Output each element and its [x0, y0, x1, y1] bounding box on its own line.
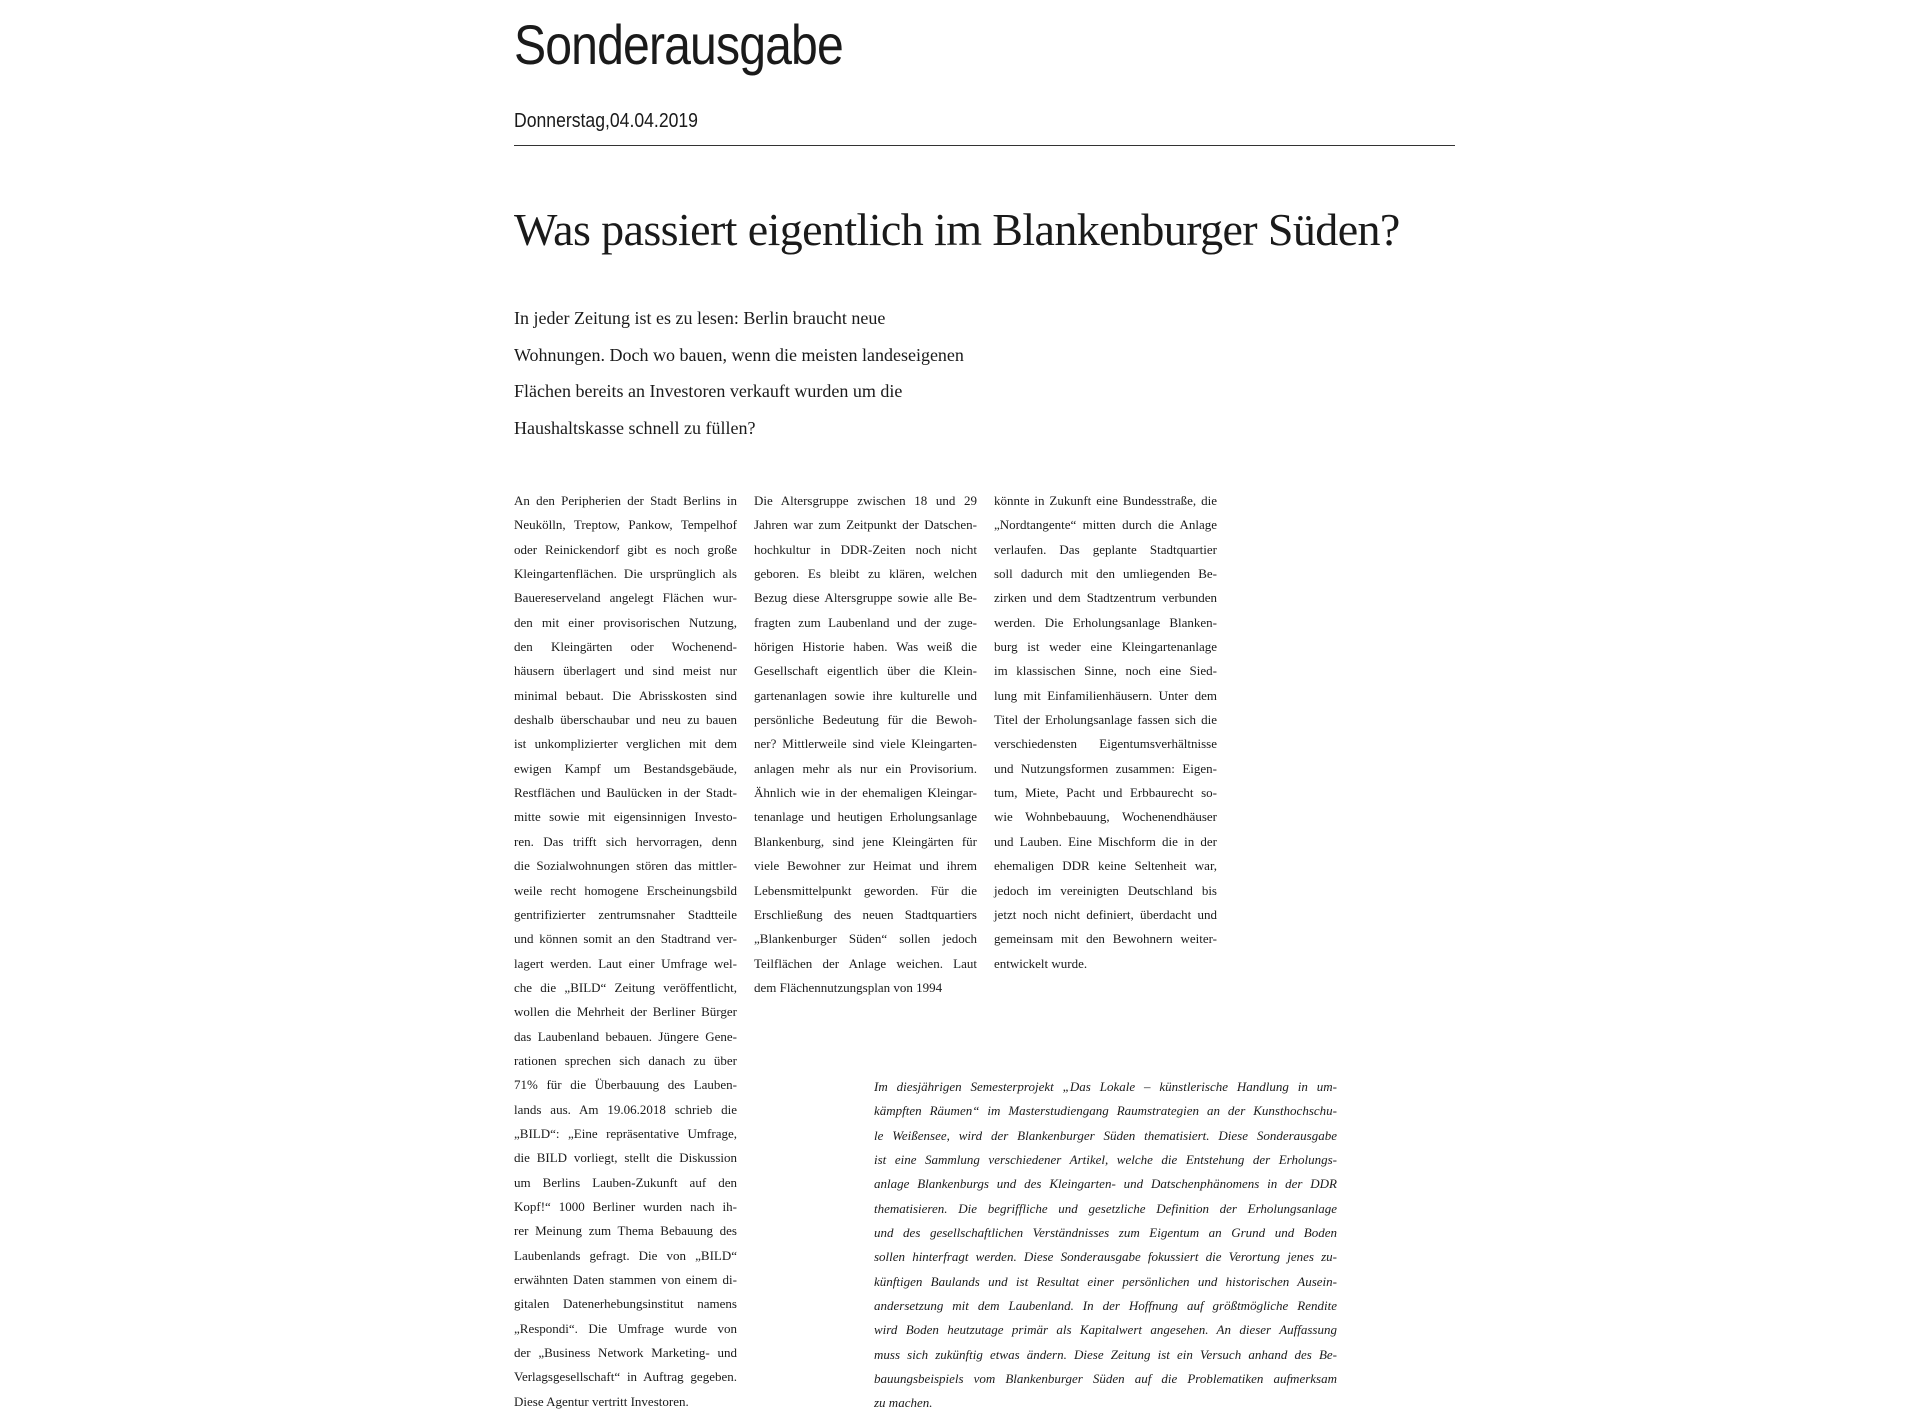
article-headline: Was passiert eigentlich im Blankenburger Süden?	[514, 204, 1400, 255]
lead-line: Haushaltskasse schnell zu füllen?	[514, 417, 756, 438]
column-line: Erschließung des neuen Stadtquartiers	[754, 906, 977, 922]
column-line: burg ist weder eine Kleingartenanlage	[994, 639, 1217, 655]
column-line: anlagen mehr als nur ein Provisorium.	[754, 760, 977, 776]
intro-line: künftigen Baulands und ist Resultat einer persönlichen und historischen Ausein-	[874, 1273, 1337, 1289]
column-line: „Blankenburger Süden“ sollen jedoch	[754, 931, 977, 947]
column-line: lagert werden. Laut einer Umfrage wel-	[514, 955, 737, 971]
column-line: tenanlage und heutigen Erholungsanlage	[754, 809, 977, 825]
column-line: ehemaligen DDR keine Seltenheit war,	[994, 858, 1217, 874]
column-line: rer Meinung zum Thema Bebauung des	[514, 1223, 737, 1239]
column-line: wie Wohnbebauung, Wochenendhäuser	[994, 809, 1217, 825]
project-introduction	[874, 1075, 1337, 1416]
column-line: soll dadurch mit den umliegenden Be-	[994, 566, 1217, 582]
column-line: gentrifizierter zentrumsnaher Stadtteile	[514, 906, 737, 922]
column-line: viele Bewohner zur Heimat und ihrem	[754, 858, 977, 874]
column-line: entwickelt wurde.	[994, 955, 1088, 971]
column-line: dem Flächennutzungsplan von 1994	[754, 979, 943, 995]
column-line: die BILD vorliegt, stellt die Diskussion	[514, 1150, 737, 1166]
column-line: werden. Die Erholungsanlage Blanken-	[994, 614, 1217, 630]
column-line: gitalen Datenerhebungsinstitut namens	[514, 1296, 737, 1312]
intro-line: bauungsbeispiels vom Blankenburger Süden auf die Problematiken aufmerksam	[874, 1371, 1337, 1387]
column-line: Laubenlands gefragt. Die von „BILD“	[514, 1247, 737, 1263]
column-line: ist unkomplizierter verglichen mit dem	[514, 736, 737, 752]
column-line: „Nordtangente“ mitten durch die Anlage	[994, 517, 1217, 533]
column-line: Bauereserveland angelegt Flächen wur-	[514, 590, 737, 606]
column-line: Gesellschaft eigentlich über die Klein-	[754, 663, 977, 679]
lead-paragraph	[514, 300, 1014, 446]
column-line: Kleingartenflächen. Die ursprünglich als	[514, 566, 737, 582]
column-line: ewigen Kampf um Bestandsgebäude,	[514, 760, 737, 776]
intro-line: ist eine Sammlung verschiedener Artikel, welche die Entstehung der Erholungs-	[874, 1152, 1337, 1168]
intro-line: und des gesellschaftlichen Verständnisses zum Eigentum an Grund und Boden	[874, 1225, 1337, 1241]
column-line: minimal bebaut. Die Abrisskosten sind	[514, 687, 737, 703]
column-line: persönliche Bedeutung für die Bewoh-	[754, 712, 977, 728]
column-line: jedoch im vereinigten Deutschland bis	[994, 882, 1217, 898]
column-line: könnte in Zukunft eine Bundesstraße, die	[994, 493, 1217, 508]
column-line: und Nutzungsformen zusammen: Eigen-	[994, 760, 1217, 776]
column-line: Lebensmittelpunkt geworden. Für die	[754, 882, 977, 898]
article-column-1	[514, 489, 737, 1414]
intro-line: andersetzung mit dem Laubenland. In der Hoffnung auf größtmögliche Rendite	[874, 1298, 1337, 1314]
column-line: hochkultur in DDR-Zeiten noch nicht	[754, 541, 977, 557]
lead-line: Wohnungen. Doch wo bauen, wenn die meisten landeseigenen	[514, 344, 964, 365]
column-line: che die „BILD“ Zeitung veröffentlicht,	[514, 979, 737, 995]
column-line: „Respondi“. Die Umfrage wurde von	[514, 1320, 737, 1336]
column-line: lands aus. Am 19.06.2018 schrieb die	[514, 1101, 737, 1117]
intro-line: sollen hinterfragt werden. Diese Sonderausgabe fokussiert die Verortung jenes zu-	[874, 1249, 1337, 1265]
column-line: der „Business Network Marketing- und	[514, 1345, 737, 1361]
column-line: die Sozialwohnungen stören das mittler-	[514, 858, 737, 874]
column-line: erwähnten Daten stammen von einem di-	[514, 1272, 737, 1287]
column-line: Restflächen und Baulücken in der Stadt-	[514, 785, 737, 801]
column-line: Ähnlich wie in der ehemaligen Kleingar-	[754, 785, 977, 801]
column-line: rationen sprechen sich danach zu über	[514, 1052, 737, 1068]
column-line: das Laubenland bebauen. Jüngere Gene-	[514, 1028, 737, 1044]
intro-line: Im diesjährigen Semesterprojekt „Das Lokale – künstlerische Handlung in um-	[874, 1079, 1337, 1094]
column-line: lung mit Einfamilienhäusern. Unter dem	[994, 687, 1217, 703]
column-line: An den Peripherien der Stadt Berlins in	[514, 493, 737, 508]
header-divider	[514, 145, 1455, 146]
intro-line: muss sich zukünftig etwas ändern. Diese Zeitung ist ein Versuch anhand des Be-	[874, 1346, 1337, 1362]
column-line: wollen die Mehrheit der Berliner Bürger	[514, 1004, 737, 1020]
column-line: 71% für die Überbauung des Lauben-	[514, 1077, 737, 1093]
column-line: „BILD“: „Eine repräsentative Umfrage,	[514, 1125, 737, 1141]
column-line: oder Reinickendorf gibt es noch große	[514, 541, 737, 557]
column-line: gartenanlagen sowie ihre kulturelle und	[754, 687, 977, 703]
column-line: weile recht homogene Erscheinungsbild	[514, 882, 737, 898]
column-line: Titel der Erholungsanlage fassen sich die	[994, 712, 1217, 728]
lead-line: In jeder Zeitung ist es zu lesen: Berlin braucht neue	[514, 308, 886, 328]
column-line: Kopf!“ 1000 Berliner wurden nach ih-	[514, 1198, 737, 1214]
column-line: Teilflächen der Anlage weichen. Laut	[754, 955, 977, 971]
lead-line: Flächen bereits an Investoren verkauft wurden um die	[514, 381, 903, 401]
column-line: und können somit an den Stadtrand ver-	[514, 931, 737, 947]
column-line: Bezug diese Altersgruppe sowie alle Be-	[754, 590, 977, 606]
column-line: jetzt noch nicht definiert, überdacht und	[994, 906, 1217, 922]
column-line: den mit einer provisorischen Nutzung,	[514, 614, 737, 630]
column-line: häusern überlagert und sind meist nur	[514, 663, 737, 679]
column-line: den Kleingärten oder Wochenend-	[514, 639, 737, 655]
column-line: und Lauben. Eine Mischform die in der	[994, 833, 1217, 849]
article-column-2	[754, 489, 977, 1000]
column-line: Neukölln, Treptow, Pankow, Tempelhof	[514, 517, 737, 533]
masthead-title: Sonderausgabe	[514, 13, 843, 76]
column-line: gemeinsam mit den Bewohnern weiter-	[994, 931, 1217, 947]
column-line: zirken und dem Stadtzentrum verbunden	[994, 590, 1217, 606]
issue-date: Donnerstag,04.04.2019	[514, 110, 698, 132]
column-line: Jahren war zum Zeitpunkt der Datschen-	[754, 517, 977, 533]
column-line: Die Altersgruppe zwischen 18 und 29	[754, 493, 977, 508]
column-line: verschiedensten Eigentumsverhältnisse	[994, 736, 1217, 752]
column-line: ren. Das trifft sich hervorragen, denn	[514, 833, 737, 849]
column-line: fragten zum Laubenland und der zuge-	[754, 614, 977, 630]
intro-line: anlage Blankenburgs und des Kleingarten- und Datschenphänomens in der DDR	[874, 1176, 1337, 1192]
column-line: geboren. Es bleibt zu klären, welchen	[754, 566, 977, 582]
column-line: deshalb überschaubar und neu zu bauen	[514, 712, 737, 728]
column-line: Diese Agentur vertritt Investoren.	[514, 1393, 689, 1409]
intro-line: le Weißensee, wird der Blankenburger Süden thematisiert. Diese Sonderausgabe	[874, 1127, 1337, 1143]
column-line: Verlagsgesellschaft“ in Auftrag gegeben.	[514, 1369, 737, 1385]
column-line: um Berlins Lauben-Zukunft auf den	[514, 1174, 737, 1190]
column-line: im klassischen Sinne, noch eine Sied-	[994, 663, 1217, 679]
column-line: verlaufen. Das geplante Stadtquartier	[994, 541, 1217, 557]
column-line: Blankenburg, sind jene Kleingärten für	[754, 833, 977, 849]
column-line: mitte sowie mit eigensinnigen Investo-	[514, 809, 737, 825]
column-line: tum, Miete, Pacht und Erbbaurecht so-	[994, 785, 1217, 801]
intro-line: thematisieren. Die begriffliche und gesetzliche Definition der Erholungsanlage	[874, 1200, 1337, 1216]
column-line: ner? Mittlerweile sind viele Kleingarten-	[754, 736, 977, 752]
intro-line: zu machen.	[874, 1395, 933, 1411]
intro-line: wird Boden heutzutage primär als Kapitalwert angesehen. An dieser Auffassung	[874, 1322, 1337, 1338]
column-line: hörigen Historie haben. Was weiß die	[754, 639, 977, 655]
article-column-3	[994, 489, 1217, 976]
intro-line: kämpften Räumen“ im Masterstudiengang Raumstrategien an der Kunsthochschu-	[874, 1103, 1337, 1119]
